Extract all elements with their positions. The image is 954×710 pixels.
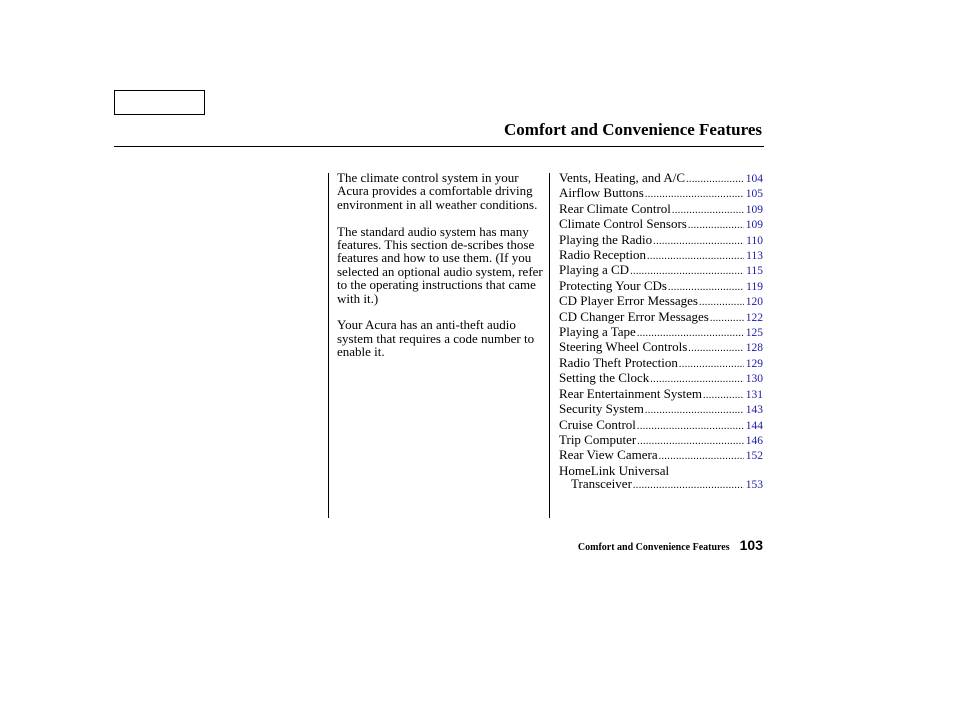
column-divider-middle: [549, 173, 550, 518]
toc-item[interactable]: [559, 279, 763, 294]
toc-item-label: Steering Wheel Controls: [559, 339, 688, 355]
toc-item[interactable]: [559, 186, 763, 201]
toc-item[interactable]: [559, 310, 763, 325]
toc-item-label: Rear Entertainment System: [559, 385, 702, 401]
toc-item[interactable]: [559, 325, 763, 340]
toc-page-link[interactable]: 113: [746, 250, 763, 263]
toc-page-link[interactable]: 110: [746, 234, 763, 247]
toc-item-label: Rear Climate Control: [559, 200, 671, 216]
toc-item-label-line2: Transceiver: [571, 476, 632, 492]
toc-leader-dots: [633, 479, 744, 492]
toc-page-link[interactable]: 122: [745, 311, 763, 324]
toc-item[interactable]: [559, 294, 763, 309]
toc-item[interactable]: [559, 202, 763, 217]
toc-item[interactable]: [559, 171, 763, 186]
page-title: Comfort and Convenience Features: [504, 120, 762, 139]
toc-page-link[interactable]: 130: [745, 373, 763, 386]
toc-item-label: Playing a CD: [559, 262, 630, 278]
toc-page-link[interactable]: 128: [745, 342, 763, 355]
toc-item-row2: [559, 477, 763, 492]
toc-page-link[interactable]: 143: [745, 404, 763, 417]
toc-item-label: Security System: [559, 401, 644, 417]
toc-leader-dots: [645, 404, 744, 417]
toc-leader-dots: [668, 281, 744, 294]
toc-item-label-line1: HomeLink Universal: [559, 462, 670, 478]
toc-page-link[interactable]: 144: [745, 419, 763, 432]
toc-item[interactable]: [559, 371, 763, 386]
toc-item[interactable]: [559, 356, 763, 371]
toc-page-link[interactable]: 153: [745, 479, 763, 492]
toc-item[interactable]: [559, 418, 763, 433]
toc-item[interactable]: [559, 340, 763, 355]
intro-paragraph-antitheft: Your Acura has an anti-theft audio system that requires a code number to enable it.: [337, 317, 535, 360]
toc-item-homelink[interactable]: [559, 464, 763, 493]
toc-leader-dots: [645, 188, 744, 201]
toc-page-link[interactable]: 104: [745, 173, 763, 185]
toc-page-link[interactable]: 131: [745, 388, 763, 401]
toc-leader-dots: [653, 235, 744, 248]
toc-item[interactable]: [559, 217, 763, 232]
toc-item[interactable]: [559, 263, 763, 278]
toc-item[interactable]: [559, 233, 763, 248]
toc-leader-dots: [699, 296, 744, 309]
toc-leader-dots: [637, 420, 744, 433]
toc-leader-dots: [647, 250, 744, 263]
toc-item-label: Rear View Camera: [559, 447, 658, 463]
toc-item[interactable]: [559, 402, 763, 417]
section-tab-box: [114, 90, 205, 115]
toc-leader-dots: [679, 358, 744, 371]
intro-paragraph-climate: The climate control system in your Acura provides a comfortable driving environment in all weather conditions.: [337, 170, 538, 212]
toc-item[interactable]: [559, 248, 763, 263]
toc-page-link[interactable]: 152: [745, 450, 763, 463]
toc-leader-dots: [686, 173, 744, 186]
toc-leader-dots: [688, 219, 744, 232]
column-divider-left: [328, 173, 329, 518]
toc-item-label: Airflow Buttons: [559, 185, 644, 201]
toc-leader-dots: [659, 450, 744, 463]
toc-item[interactable]: [559, 433, 763, 448]
toc-item-label: Setting the Clock: [559, 370, 650, 386]
toc-item[interactable]: [559, 387, 763, 402]
toc-item-label: CD Player Error Messages: [559, 293, 698, 309]
toc-item-label: Trip Computer: [559, 431, 637, 447]
toc-leader-dots: [672, 204, 744, 217]
toc-page-link[interactable]: 105: [745, 188, 763, 201]
toc-page-link[interactable]: 119: [746, 280, 763, 293]
toc-page-link[interactable]: 109: [745, 203, 763, 216]
toc-leader-dots: [637, 327, 744, 340]
toc-item-label: Playing the Radio: [559, 231, 653, 247]
toc-item-label: Vents, Heating, and A/C: [559, 170, 686, 185]
toc-page-link[interactable]: 125: [745, 327, 763, 340]
toc-leader-dots: [703, 389, 744, 402]
toc-item-label: Radio Reception: [559, 247, 647, 263]
footer-section-title: Comfort and Convenience Features: [577, 542, 730, 553]
toc-leader-dots: [688, 342, 743, 355]
toc-item-label: Climate Control Sensors: [559, 216, 687, 232]
toc-page-link[interactable]: 109: [745, 219, 763, 232]
toc-leader-dots: [710, 312, 744, 325]
toc-leader-dots: [650, 373, 743, 386]
toc-item-label: Playing a Tape: [559, 324, 636, 340]
toc-page-link[interactable]: 120: [745, 296, 763, 309]
toc-item-label: Radio Theft Protection: [559, 354, 678, 370]
toc-page-link[interactable]: 115: [746, 265, 763, 278]
intro-text: [337, 171, 547, 372]
table-of-contents: [559, 171, 763, 493]
page-footer: [578, 537, 763, 553]
toc-item[interactable]: [559, 448, 763, 463]
header-divider: [114, 146, 764, 147]
toc-item-label: Cruise Control: [559, 416, 636, 432]
toc-item-label: Protecting Your CDs: [559, 277, 667, 293]
toc-leader-dots: [630, 265, 744, 278]
intro-paragraph-audio: The standard audio system has many features. This section de-scribes those features and how to use them. (If you selected an optional audio system, refer to the operating instructions that came with it.): [337, 223, 543, 306]
toc-item-label: CD Changer Error Messages: [559, 308, 709, 324]
toc-page-link[interactable]: 146: [745, 434, 763, 447]
toc-page-link[interactable]: 129: [745, 357, 763, 370]
footer-page-number: 103: [739, 537, 763, 553]
toc-leader-dots: [637, 435, 744, 448]
